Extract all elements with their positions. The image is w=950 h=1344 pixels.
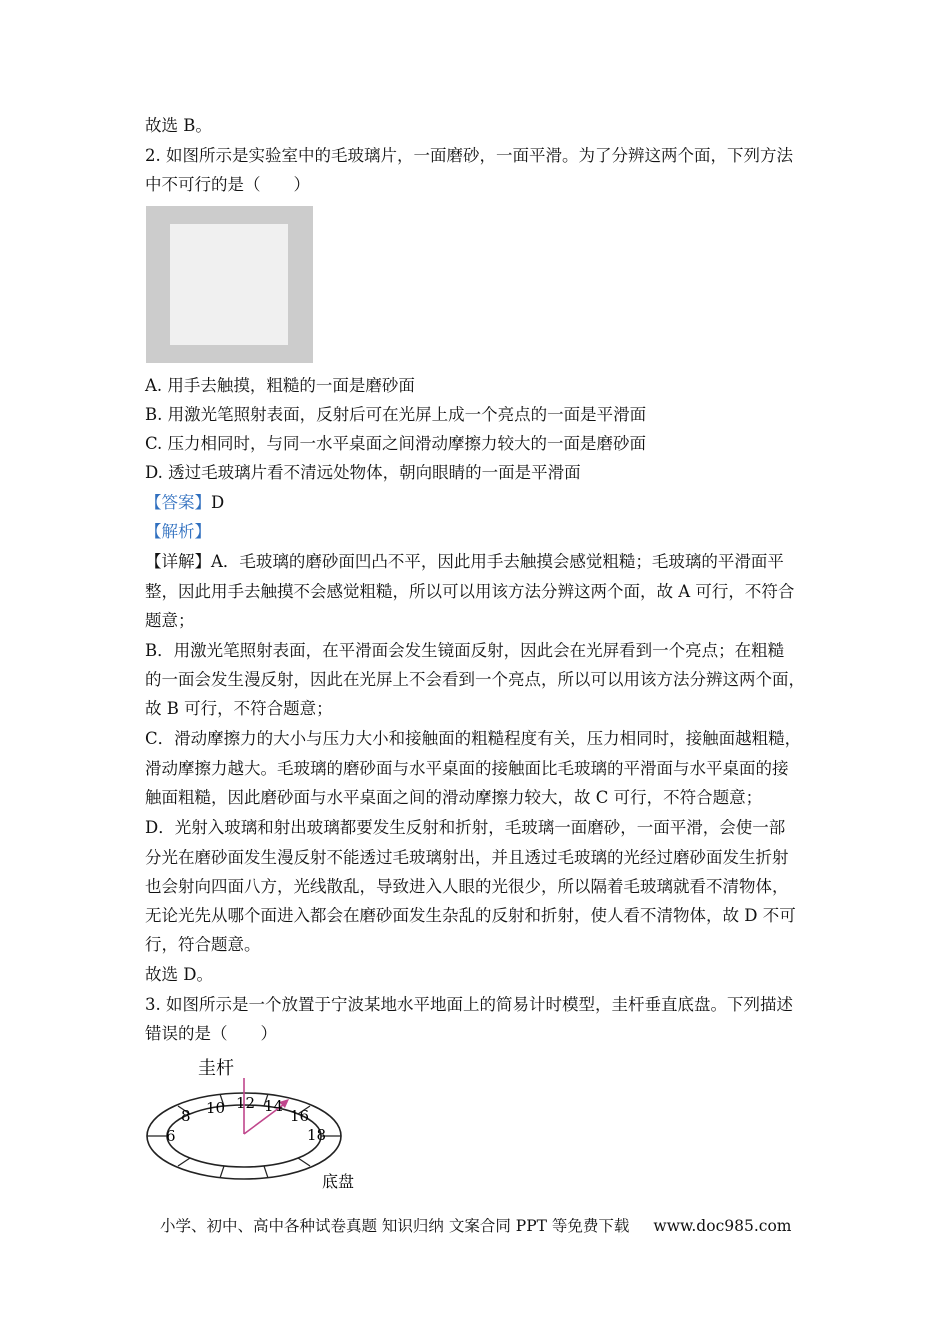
question-2-stem: 2. 如图所示是实验室中的毛玻璃片，一面磨砂，一面平滑。为了分辨这两个面，下列方法 — [145, 146, 793, 165]
text-line: 的一面会发生漫反射，因此在光屏上不会看到一个亮点，所以可以用该方法分辨这两个面， — [145, 670, 805, 689]
text-line: 也会射向四面八方，光线散乱，导致进入人眼的光很少，所以隔着毛玻璃就看不清物体， — [145, 877, 789, 896]
text-line: 滑动摩擦力越大。毛玻璃的磨砂面与水平桌面的接触面比毛玻璃的平滑面与水平桌面的接 — [145, 759, 789, 778]
hour-label: 8 — [181, 1107, 191, 1125]
option-b: B. 用激光笔照射表面，反射后可在光屏上成一个亮点的一面是平滑面 — [145, 405, 647, 424]
option-d: D. 透过毛玻璃片看不清远处物体，朝向眼睛的一面是平滑面 — [145, 463, 581, 482]
ground-glass-figure — [146, 206, 313, 363]
question-2-stem-cont: 中不可行的是（ ） — [145, 175, 310, 194]
question-3-stem-cont: 错误的是（ ） — [145, 1024, 277, 1043]
option-c: C. 压力相同时，与同一水平桌面之间滑动摩擦力较大的一面是磨砂面 — [145, 434, 647, 453]
answer-tag: 【答案】 — [145, 493, 211, 512]
hour-label: 10 — [206, 1099, 226, 1117]
text-line: D．光射入玻璃和射出玻璃都要发生反射和折射，毛玻璃一面磨砂，一面平滑，会使一部 — [145, 818, 786, 837]
text-line: 无论光先从哪个面进入都会在磨砂面发生杂乱的反射和折射，使人看不清物体，故 D 不可 — [145, 906, 796, 925]
footer-url[interactable]: www.doc985.com — [653, 1217, 792, 1235]
answer-line — [145, 493, 224, 513]
text-line: 故选 D。 — [145, 965, 213, 984]
text-line: 整，因此用手去触摸不会感觉粗糙，所以可以用该方法分辨这两个面，故 A 可行，不符合 — [145, 582, 795, 601]
text-line: C．滑动摩擦力的大小与压力大小和接触面的粗糙程度有关，压力相同时，接触面越粗糙， — [145, 729, 802, 748]
answer-value: D — [211, 493, 225, 512]
hour-label: 6 — [166, 1127, 176, 1145]
page-footer — [160, 1214, 791, 1236]
ground-glass-inner — [170, 224, 288, 345]
hour-label: 14 — [264, 1097, 284, 1115]
text-line: 【详解】A．毛玻璃的磨砂面凹凸不平，因此用手去触摸会感觉粗糙；毛玻璃的平滑面平 — [145, 552, 784, 571]
text-line: 题意； — [145, 611, 195, 630]
text-line: 故选 B。 — [145, 116, 212, 135]
hour-label: 18 — [307, 1126, 327, 1144]
base-label: 底盘 — [322, 1172, 355, 1191]
hour-label: 16 — [290, 1107, 310, 1125]
option-a: A. 用手去触摸，粗糙的一面是磨砂面 — [145, 376, 415, 395]
analysis-tag: 【解析】 — [145, 522, 211, 541]
footer-text: 小学、初中、高中各种试卷真题 知识归纳 文案合同 PPT 等免费下载 — [160, 1217, 630, 1235]
text-line: 行，符合题意。 — [145, 935, 261, 954]
text-line: 触面粗糙，因此磨砂面与水平桌面之间的滑动摩擦力较大，故 C 可行，不符合题意； — [145, 788, 763, 807]
text-line: 分光在磨砂面发生漫反射不能透过毛玻璃射出，并且透过毛玻璃的光经过磨砂面发生折射 — [145, 848, 789, 867]
rod-label: 圭杆 — [198, 1058, 234, 1079]
question-3-stem: 3. 如图所示是一个放置于宁波某地水平地面上的简易计时模型，圭杆垂直底盘。下列描述 — [145, 995, 793, 1014]
sundial-figure — [140, 1050, 380, 1195]
text-line: 故 B 可行，不符合题意； — [145, 699, 333, 718]
hour-label: 12 — [236, 1094, 256, 1112]
text-line: B．用激光笔照射表面，在平滑面会发生镜面反射，因此会在光屏看到一个亮点；在粗糙 — [145, 641, 785, 660]
